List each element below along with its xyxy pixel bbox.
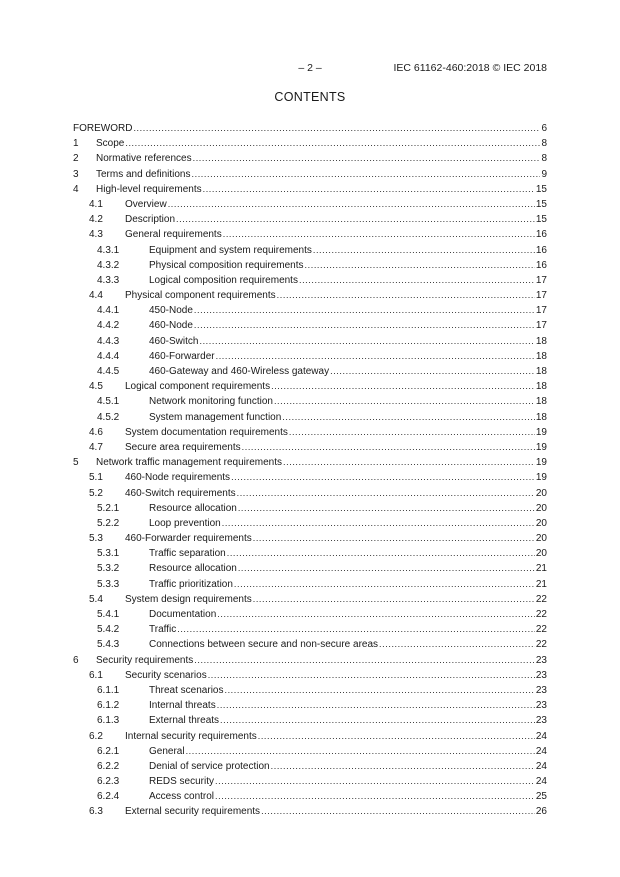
toc-entry-page: 22 — [535, 624, 547, 636]
toc-dot-leader — [261, 804, 535, 819]
toc-entry-label: 460-Node requirements — [125, 472, 231, 484]
toc-entry[interactable] — [73, 273, 547, 288]
toc-dot-leader — [234, 577, 535, 592]
toc-entry-page: 23 — [535, 715, 547, 727]
toc-entry-page: 8 — [541, 138, 547, 150]
toc-entry[interactable] — [73, 698, 547, 713]
toc-dot-leader — [299, 273, 535, 288]
toc-entry-label: Threat scenarios — [149, 684, 224, 696]
toc-entry-label: Network traffic management requirements — [96, 457, 283, 469]
toc-entry-label: Internal security requirements — [125, 730, 257, 742]
toc-dot-leader — [192, 167, 541, 182]
contents-title: CONTENTS — [274, 90, 346, 104]
toc-entry-page: 21 — [535, 578, 547, 590]
toc-dot-leader — [215, 774, 535, 789]
toc-entry-page: 23 — [535, 684, 547, 696]
toc-entry[interactable] — [73, 577, 547, 592]
toc-entry-number: 4.3.3 — [97, 274, 120, 286]
toc-entry-number: 5.4.2 — [97, 624, 120, 636]
toc-entry-page: 18 — [535, 366, 547, 377]
toc-entry-page: 23 — [535, 669, 547, 681]
toc-entry-page: 17 — [535, 305, 547, 317]
toc-entry-page: 22 — [535, 609, 547, 620]
toc-entry-label: Network monitoring function — [149, 396, 273, 408]
toc-entry[interactable] — [73, 288, 547, 303]
toc-dot-leader — [203, 182, 535, 197]
toc-dot-leader — [168, 197, 535, 212]
toc-entry-label: Physical component requirements — [125, 290, 276, 302]
toc-dot-leader — [215, 789, 535, 804]
toc-dot-leader — [194, 303, 535, 318]
toc-entry-label: 460-Node — [149, 320, 193, 332]
toc-entry-page: 19 — [535, 441, 547, 453]
toc-entry[interactable] — [73, 136, 547, 151]
toc-dot-leader — [277, 288, 535, 303]
toc-entry[interactable] — [73, 394, 547, 409]
toc-entry-label: 460-Switch requirements — [125, 487, 236, 499]
toc-dot-leader — [199, 334, 534, 349]
toc-entry-page: 20 — [535, 548, 547, 560]
toc-entry-label: Security scenarios — [125, 669, 207, 681]
toc-entry[interactable] — [73, 318, 547, 333]
toc-entry-label: High-level requirements — [96, 183, 202, 195]
toc-entry[interactable] — [73, 668, 547, 683]
toc-entry[interactable] — [73, 425, 547, 440]
toc-entry-label: Loop prevention — [149, 517, 221, 529]
toc-entry[interactable] — [73, 440, 547, 455]
toc-entry-label: Traffic separation — [149, 548, 226, 560]
toc-entry-number: 4.6 — [89, 426, 103, 438]
toc-dot-leader — [283, 455, 535, 470]
toc-entry-number: 4.4 — [89, 290, 103, 302]
toc-entry-number: 1 — [73, 138, 79, 150]
toc-dot-leader — [193, 151, 541, 166]
toc-entry[interactable] — [73, 410, 547, 425]
toc-dot-leader — [220, 713, 535, 728]
toc-entry-page: 20 — [535, 533, 547, 545]
toc-entry[interactable] — [73, 455, 547, 470]
toc-entry-label: FOREWORD — [73, 123, 133, 134]
toc-entry-label: Equipment and system requirements — [149, 244, 312, 256]
toc-entry-number: 4.2 — [89, 214, 103, 226]
toc-entry-label: System management function — [149, 411, 282, 423]
toc-entry-label: 460-Forwarder requirements — [125, 533, 252, 545]
toc-dot-leader — [224, 683, 534, 698]
toc-entry[interactable] — [73, 561, 547, 576]
toc-dot-leader — [216, 349, 535, 364]
toc-entry-label: General requirements — [125, 229, 222, 241]
toc-dot-leader — [133, 121, 540, 136]
toc-entry-number: 5.3 — [89, 533, 103, 545]
toc-entry[interactable] — [73, 470, 547, 485]
toc-entry-page: 16 — [535, 244, 547, 256]
toc-entry-number: 5.2.2 — [97, 517, 120, 529]
toc-entry-label: Overview — [125, 198, 167, 210]
toc-entry-number: 5.1 — [89, 472, 103, 484]
toc-entry-label: Secure area requirements — [125, 441, 241, 453]
toc-entry-label: Logical composition requirements — [149, 274, 298, 286]
toc-dot-leader — [223, 227, 535, 242]
toc-entry[interactable] — [73, 653, 547, 668]
toc-dot-leader — [217, 698, 535, 713]
toc-entry-label: Terms and definitions — [96, 168, 191, 180]
toc-dot-leader — [379, 637, 535, 652]
toc-entry-number: 4.3 — [89, 229, 103, 241]
toc-entry-page: 15 — [535, 198, 547, 210]
toc-dot-leader — [313, 243, 535, 258]
toc-entry[interactable] — [73, 744, 547, 759]
toc-dot-leader — [177, 622, 535, 637]
toc-entry-page: 21 — [535, 563, 547, 575]
toc-entry-label: Security requirements — [96, 654, 194, 666]
toc-entry-number: 6.3 — [89, 806, 103, 818]
toc-dot-leader — [222, 516, 535, 531]
toc-entry[interactable] — [73, 622, 547, 637]
toc-entry-number: 4.7 — [89, 441, 103, 453]
toc-entry[interactable] — [73, 334, 547, 349]
toc-entry-page: 22 — [535, 639, 547, 651]
toc-entry-number: 5.2 — [89, 487, 103, 499]
toc-entry-number: 6 — [73, 654, 79, 666]
toc-entry-page: 17 — [535, 320, 547, 332]
toc-dot-leader — [227, 546, 535, 561]
toc-dot-leader — [238, 501, 535, 516]
toc-entry-label: 450-Node — [149, 305, 193, 317]
toc-entry-number: 4.3.2 — [97, 259, 120, 271]
toc-entry-label: System documentation requirements — [125, 426, 288, 438]
toc-entry-page: 24 — [535, 776, 547, 788]
toc-entry-label: 460-Forwarder — [149, 350, 215, 362]
toc-entry-number: 3 — [73, 168, 79, 180]
toc-entry-number: 4.4.2 — [97, 320, 120, 332]
toc-entry[interactable] — [73, 243, 547, 258]
toc-entry-page: 17 — [535, 290, 547, 302]
toc-entry-number: 4.5 — [89, 381, 103, 393]
toc-entry-number: 5.2.1 — [97, 502, 120, 514]
toc-entry-page: 19 — [535, 426, 547, 438]
toc-dot-leader — [258, 729, 535, 744]
toc-dot-leader — [194, 318, 535, 333]
toc-entry-page: 20 — [535, 502, 547, 514]
toc-entry[interactable] — [73, 349, 547, 364]
toc-entry[interactable] — [73, 227, 547, 242]
toc-entry-page: 23 — [535, 654, 547, 666]
toc-entry-page: 23 — [535, 700, 547, 712]
toc-entry-number: 4 — [73, 183, 79, 195]
table-of-contents — [73, 121, 547, 820]
toc-entry[interactable] — [73, 592, 547, 607]
toc-dot-leader — [237, 486, 535, 501]
toc-entry-page: 16 — [535, 259, 547, 271]
toc-entry-page: 20 — [535, 487, 547, 499]
toc-entry[interactable] — [73, 197, 547, 212]
toc-entry-label: Description — [125, 214, 176, 226]
toc-entry-label: REDS security — [149, 776, 215, 788]
toc-entry[interactable] — [73, 501, 547, 516]
toc-dot-leader — [253, 592, 535, 607]
toc-entry-page: 24 — [535, 730, 547, 742]
toc-entry-page: 8 — [541, 153, 547, 165]
toc-entry[interactable] — [73, 379, 547, 394]
toc-entry-label: Logical component requirements — [125, 381, 271, 393]
toc-entry-number: 6.1.1 — [97, 684, 120, 696]
toc-entry-page: 18 — [535, 381, 547, 393]
toc-entry-label: System design requirements — [125, 593, 252, 605]
toc-entry-number: 4.4.3 — [97, 335, 120, 347]
toc-dot-leader — [125, 136, 540, 151]
toc-entry-number: 4.5.1 — [97, 396, 120, 408]
toc-dot-leader — [330, 364, 535, 379]
toc-dot-leader — [274, 394, 535, 409]
toc-entry-number: 6.2.1 — [97, 745, 120, 757]
toc-entry-label: Normative references — [96, 153, 192, 165]
toc-dot-leader — [194, 653, 535, 668]
toc-entry[interactable] — [73, 546, 547, 561]
toc-entry[interactable] — [73, 182, 547, 197]
toc-entry-number: 4.3.1 — [97, 244, 120, 256]
toc-dot-leader — [271, 379, 535, 394]
toc-entry-number: 6.2 — [89, 730, 103, 742]
toc-entry[interactable] — [73, 151, 547, 166]
toc-entry-label: 460-Gateway and 460-Wireless gateway — [149, 366, 330, 377]
toc-dot-leader — [238, 561, 535, 576]
toc-entry-number: 5.3.3 — [97, 578, 120, 590]
toc-entry-number: 5 — [73, 457, 79, 469]
toc-dot-leader — [305, 258, 535, 273]
toc-entry-number: 5.4 — [89, 593, 103, 605]
toc-entry-label: General — [149, 745, 185, 757]
toc-entry-number: 5.3.2 — [97, 563, 120, 575]
toc-entry-page: 19 — [535, 457, 547, 469]
toc-entry[interactable] — [73, 303, 547, 318]
toc-entry-label: 460-Switch — [149, 335, 199, 347]
toc-entry-number: 6.1.3 — [97, 715, 120, 727]
toc-entry[interactable] — [73, 637, 547, 652]
toc-dot-leader — [253, 531, 535, 546]
toc-entry-page: 16 — [535, 229, 547, 241]
page-number: – 2 – — [298, 62, 322, 74]
toc-entry-page: 17 — [535, 274, 547, 286]
toc-entry-number: 4.4.4 — [97, 350, 120, 362]
toc-entry-label: Documentation — [149, 609, 217, 620]
toc-entry-page: 15 — [535, 183, 547, 195]
toc-entry-label: Traffic — [149, 624, 177, 636]
toc-entry[interactable] — [73, 759, 547, 774]
toc-entry-page: 24 — [535, 745, 547, 757]
toc-entry-page: 24 — [535, 760, 547, 772]
toc-entry-number: 6.2.2 — [97, 760, 120, 772]
toc-dot-leader — [176, 212, 535, 227]
toc-entry[interactable] — [73, 774, 547, 789]
standard-reference: IEC 61162-460:2018 © IEC 2018 — [393, 62, 547, 74]
toc-entry[interactable] — [73, 607, 547, 622]
toc-entry-label: Physical composition requirements — [149, 259, 304, 271]
toc-entry-label: Scope — [96, 138, 125, 150]
toc-entry-page: 18 — [535, 411, 547, 423]
toc-dot-leader — [231, 470, 535, 485]
toc-entry-label: Denial of service protection — [149, 760, 270, 772]
toc-entry-number: 6.1 — [89, 669, 103, 681]
toc-entry[interactable] — [73, 121, 547, 136]
page-header — [0, 62, 620, 76]
toc-entry-number: 5.3.1 — [97, 548, 120, 560]
toc-entry-number: 5.4.1 — [97, 609, 120, 620]
toc-dot-leader — [282, 410, 535, 425]
toc-dot-leader — [271, 759, 535, 774]
toc-dot-leader — [242, 440, 535, 455]
toc-entry-page: 9 — [541, 168, 547, 180]
toc-entry-number: 6.1.2 — [97, 700, 120, 712]
toc-entry[interactable] — [73, 364, 547, 379]
toc-entry-label: Traffic prioritization — [149, 578, 233, 590]
toc-entry-number: 6.2.3 — [97, 776, 120, 788]
toc-entry-page: 18 — [535, 396, 547, 408]
toc-entry[interactable] — [73, 789, 547, 804]
toc-entry-label: Connections between secure and non-secure areas — [149, 639, 379, 651]
toc-entry-page: 18 — [535, 335, 547, 347]
toc-entry-label: Resource allocation — [149, 502, 237, 514]
toc-entry[interactable] — [73, 729, 547, 744]
toc-entry-page: 22 — [535, 593, 547, 605]
toc-entry[interactable] — [73, 167, 547, 182]
toc-entry-label: Internal threats — [149, 700, 216, 712]
toc-entry-number: 2 — [73, 153, 79, 165]
toc-entry-page: 15 — [535, 214, 547, 226]
toc-entry[interactable] — [73, 531, 547, 546]
toc-entry-label: External security requirements — [125, 806, 261, 818]
toc-entry[interactable] — [73, 486, 547, 501]
toc-entry[interactable] — [73, 516, 547, 531]
toc-entry-label: External threats — [149, 715, 220, 727]
toc-entry-page: 25 — [535, 791, 547, 803]
toc-dot-leader — [208, 668, 535, 683]
toc-entry-page: 18 — [535, 350, 547, 362]
toc-entry-number: 4.5.2 — [97, 411, 120, 423]
toc-entry-label: Access control — [149, 791, 215, 803]
toc-entry-number: 4.4.5 — [97, 366, 120, 377]
toc-entry[interactable] — [73, 258, 547, 273]
toc-entry-number: 6.2.4 — [97, 791, 120, 803]
toc-entry-page: 26 — [535, 806, 547, 818]
toc-entry-number: 5.4.3 — [97, 639, 120, 651]
toc-dot-leader — [217, 607, 535, 622]
toc-entry[interactable] — [73, 683, 547, 698]
toc-entry-page: 20 — [535, 517, 547, 529]
toc-dot-leader — [289, 425, 535, 440]
toc-entry-label: Resource allocation — [149, 563, 237, 575]
toc-entry-number: 4.1 — [89, 198, 103, 210]
toc-entry-page: 6 — [541, 123, 547, 134]
toc-entry[interactable] — [73, 713, 547, 728]
toc-entry-page: 19 — [535, 472, 547, 484]
toc-entry[interactable] — [73, 804, 547, 819]
toc-entry-number: 4.4.1 — [97, 305, 120, 317]
toc-dot-leader — [186, 744, 535, 759]
toc-entry[interactable] — [73, 212, 547, 227]
